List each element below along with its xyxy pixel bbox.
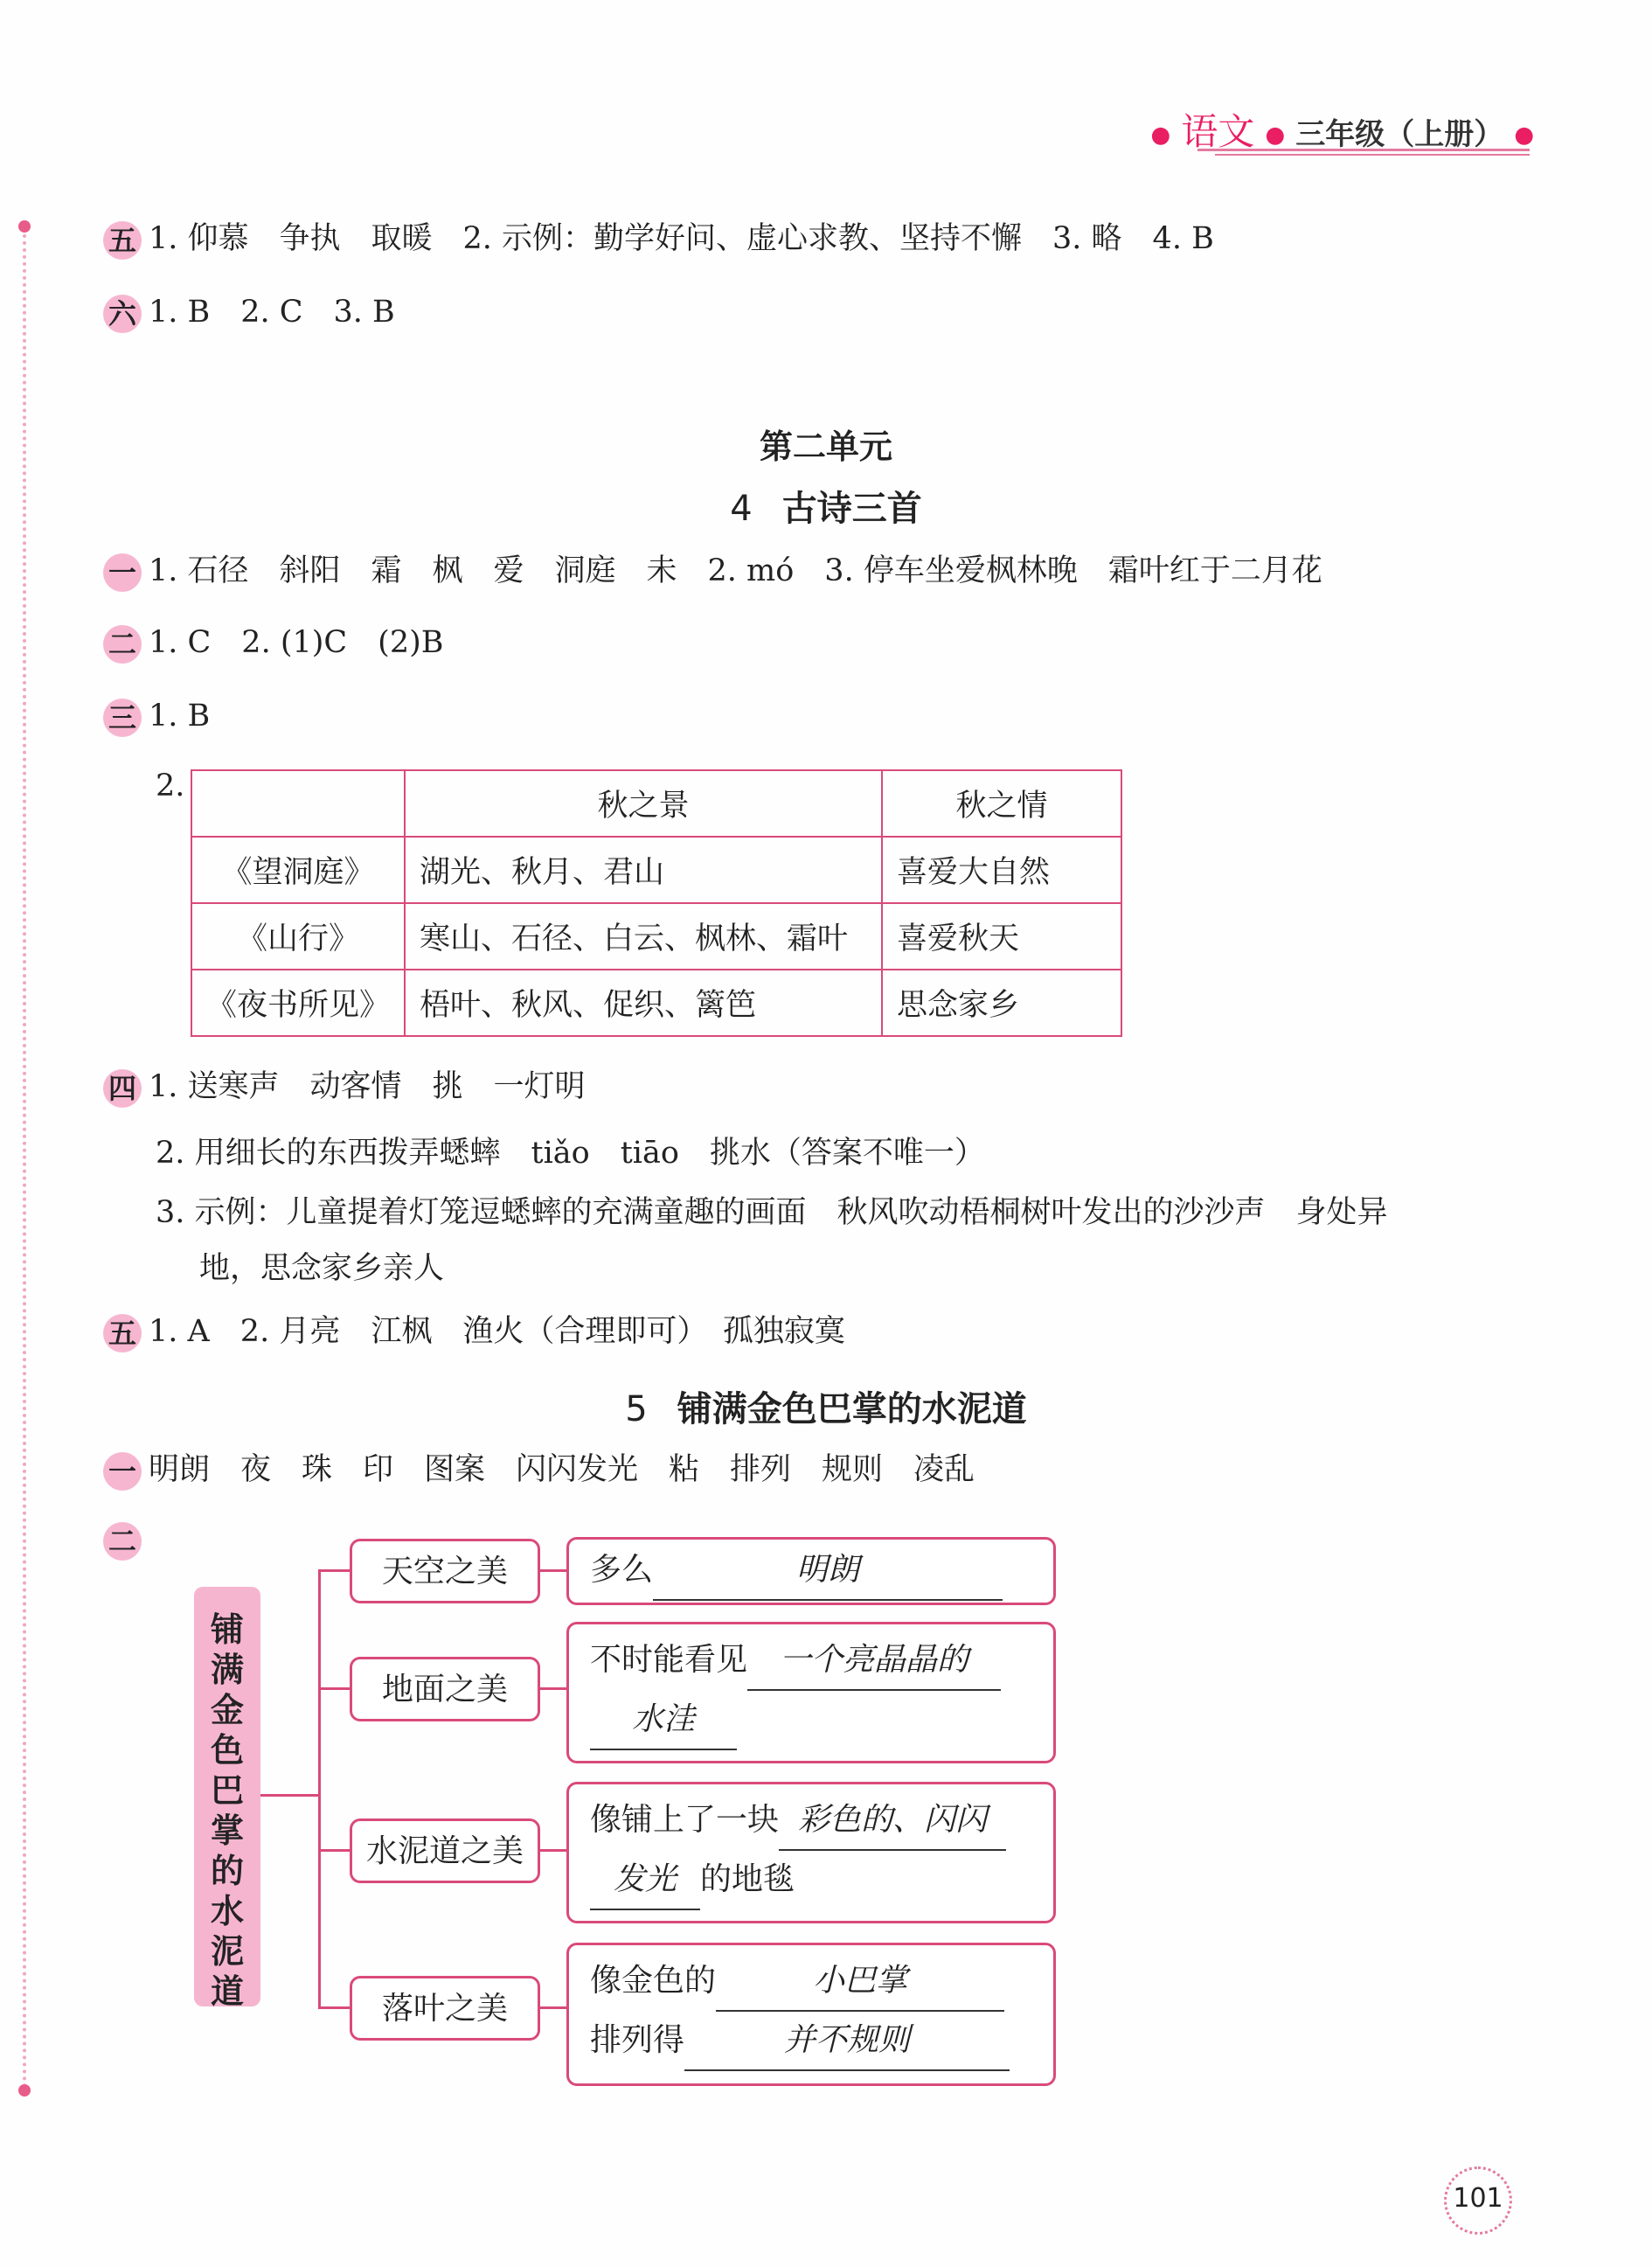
poem-table xyxy=(191,769,1122,1037)
connector-line xyxy=(540,1687,566,1690)
answer-text: 1. C 2. (1)C (2)B xyxy=(149,625,444,660)
connector-line xyxy=(318,1569,350,1572)
answer-line-prev-6 xyxy=(103,294,395,333)
answer-line-l5-2 xyxy=(103,1521,149,1561)
mindmap-branch-label: 水泥道之美 xyxy=(350,1818,540,1883)
connector-line xyxy=(540,1569,566,1572)
scene-cell: 湖光、秋月、君山 xyxy=(405,837,882,903)
section-badge: 四 xyxy=(103,1069,142,1108)
answer-line-l4-3 xyxy=(103,698,210,737)
poem-name: 《望洞庭》 xyxy=(191,837,405,903)
section-badge: 二 xyxy=(103,625,142,664)
poem-name: 《山行》 xyxy=(191,903,405,970)
mindmap-center xyxy=(194,1587,260,2011)
section-badge: 六 xyxy=(103,295,142,333)
answer-text: 1. 送寒声 动客情 挑 一灯明 xyxy=(149,1069,586,1104)
section-badge: 二 xyxy=(103,1522,142,1561)
answer-text: 明朗 夜 珠 印 图案 闪闪发光 粘 排列 规则 凌乱 xyxy=(149,1452,975,1487)
feeling-cell: 思念家乡 xyxy=(882,970,1121,1036)
answer-prefix: 排列得 xyxy=(590,2022,685,2058)
sub-number: 2. xyxy=(156,768,185,803)
table-row xyxy=(191,903,1121,970)
dot-icon: ● xyxy=(1265,122,1286,149)
mindmap-answer-box xyxy=(566,1943,1056,2086)
answer-text: 1. B 2. C 3. B xyxy=(149,295,395,330)
margin-dot-icon xyxy=(18,2084,31,2097)
answer-line: 地，思念家乡亲人 xyxy=(199,1251,445,1286)
answer-line-l4-1 xyxy=(103,553,1322,592)
answer-fill: 水洼 xyxy=(590,1691,737,1750)
table-row xyxy=(191,970,1121,1036)
answer-text: 1. B xyxy=(149,699,211,734)
table-header-cell: 秋之情 xyxy=(882,770,1121,837)
answer-line: 3. 示例：儿童提着灯笼逗蟋蟀的充满童趣的画面 秋风吹动梧桐树叶发出的沙沙声 身处异 xyxy=(156,1195,1388,1230)
mindmap-answer-box xyxy=(566,1622,1056,1763)
section-badge: 一 xyxy=(103,1452,142,1491)
section-badge: 五 xyxy=(103,221,142,260)
connector-line xyxy=(318,1849,350,1852)
answer-fill: 一个亮晶晶的 xyxy=(747,1631,1001,1691)
mindmap-center-text: 铺满金色巴掌的水泥道 xyxy=(210,1610,244,2011)
table-header-cell: 秋之景 xyxy=(405,770,882,837)
section-badge: 三 xyxy=(103,699,142,737)
connector-line xyxy=(318,1687,350,1690)
page-header xyxy=(1151,103,1534,156)
connector-line xyxy=(540,1849,566,1852)
answer-text: 1. 石径 斜阳 霜 枫 爱 洞庭 未 2. mó 3. 停车坐爱枫林晚 霜叶红于二月花 xyxy=(149,553,1322,588)
connector-line xyxy=(260,1794,318,1797)
unit-title: 第二单元 xyxy=(759,428,892,466)
answer-text: 1. 仰慕 争执 取暖 2. 示例：勤学好问、虚心求教、坚持不懈 3. 略 4. B xyxy=(149,221,1214,256)
mindmap-answer-box xyxy=(566,1537,1056,1605)
answer-suffix: 的地毯 xyxy=(700,1861,795,1897)
answer-line-l5-1 xyxy=(103,1451,975,1491)
answer-prefix: 多么 xyxy=(590,1552,654,1588)
answer-line-l4-4 xyxy=(103,1068,586,1108)
answer-line-prev-5 xyxy=(103,220,1214,260)
lesson-4-title xyxy=(0,481,1652,531)
scene-cell: 梧叶、秋风、促织、篱笆 xyxy=(405,970,882,1036)
margin-dot-icon xyxy=(18,220,31,233)
connector-line xyxy=(540,2006,566,2009)
dot-icon: ● xyxy=(1150,122,1171,149)
answer-line: 2. 用细长的东西拨弄蟋蟀 tiǎo tiāo 挑水（答案不唯一） xyxy=(156,1136,985,1171)
table-header-row xyxy=(191,770,1121,837)
answer-prefix: 像铺上了一块 xyxy=(590,1802,780,1838)
lesson-5-title xyxy=(0,1381,1652,1431)
connector-line xyxy=(318,2006,350,2009)
answer-prefix: 不时能看见 xyxy=(590,1642,748,1678)
mindmap-branch-label: 天空之美 xyxy=(350,1539,540,1603)
header-rule xyxy=(1215,154,1530,156)
section-badge: 五 xyxy=(103,1314,142,1353)
scene-cell: 寒山、石径、白云、枫林、霜叶 xyxy=(405,903,882,970)
answer-fill: 发光 xyxy=(590,1851,700,1910)
page-number: 101 xyxy=(1444,2166,1512,2235)
answer-line-l4-5 xyxy=(103,1313,845,1353)
lesson-number: 5 xyxy=(625,1389,648,1429)
header-grade: 三年级（上册） xyxy=(1295,117,1504,152)
feeling-cell: 喜爱大自然 xyxy=(882,837,1121,903)
answer-fill: 明朗 xyxy=(653,1541,1003,1601)
lesson-title: 古诗三首 xyxy=(781,489,922,529)
answer-prefix: 像金色的 xyxy=(590,1963,717,1999)
lesson-number: 4 xyxy=(730,489,753,529)
poem-name: 《夜书所见》 xyxy=(191,970,405,1036)
answer-fill: 小巴掌 xyxy=(716,1952,1004,2012)
answer-fill: 彩色的、闪闪 xyxy=(779,1791,1006,1851)
lesson-title: 铺满金色巴掌的水泥道 xyxy=(677,1389,1027,1429)
table-header-cell xyxy=(191,770,405,837)
answer-fill: 并不规则 xyxy=(684,2012,1010,2071)
header-rule xyxy=(1197,149,1530,151)
feeling-cell: 喜爱秋天 xyxy=(882,903,1121,970)
answer-line-l4-2 xyxy=(103,624,443,664)
answer-text: 1. A 2. 月亮 江枫 渔火（合理即可） 孤独寂寞 xyxy=(149,1314,845,1349)
dot-icon: ● xyxy=(1514,122,1534,149)
header-subject: 语文 xyxy=(1181,110,1255,153)
section-badge: 一 xyxy=(103,553,142,592)
mindmap-branch-label: 地面之美 xyxy=(350,1657,540,1721)
mindmap-branch-label: 落叶之美 xyxy=(350,1976,540,2041)
mindmap-answer-box xyxy=(566,1782,1056,1923)
table-row xyxy=(191,837,1121,903)
connector-line xyxy=(318,1569,321,2006)
